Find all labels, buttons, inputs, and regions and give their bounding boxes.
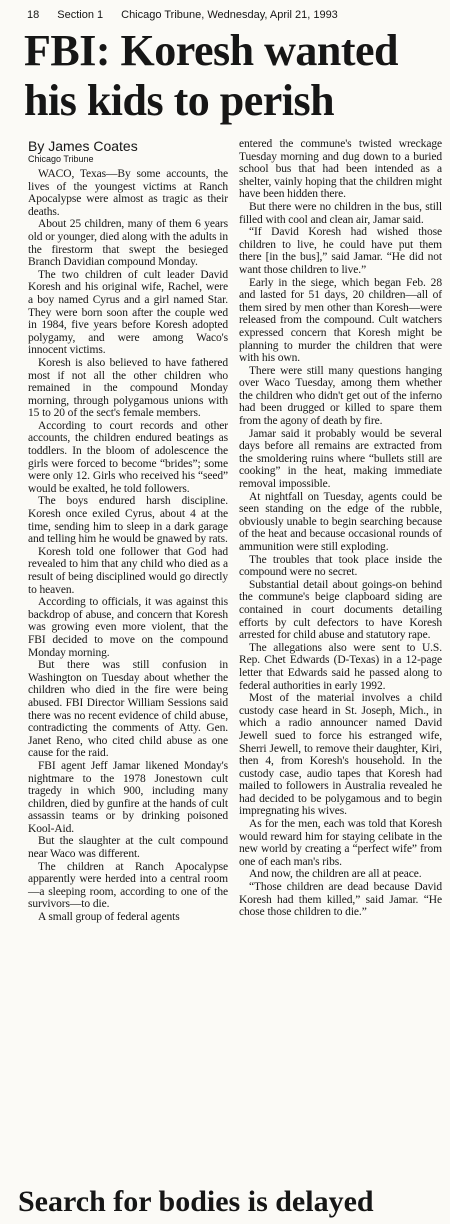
article-paragraph: FBI agent Jeff Jamar likened Monday's nightmare to the 1978 Jonestown cult tragedy in which 900, including many children, died by gunfire at the hands of cult assassin teams or by drinking poisoned Kool-Aid. xyxy=(28,759,228,835)
article-paragraph: A small group of federal agents xyxy=(38,911,180,924)
article-paragraph: Early in the siege, which began Feb. 28 and lasted for 51 days, 20 children—all of them sired by men other than Koresh—were released from the compound. Cult watchers expressed concern that Koresh might be planning to murder the children that were with his own. xyxy=(239,276,442,365)
article-paragraph: Jamar said it probably would be several days before all remains are extracted from the smoldering ruins where “bullets still are cooking” in the heat, making immediate removal impossible. xyxy=(239,427,442,491)
headline-line-1: FBI: Koresh wanted xyxy=(24,26,398,75)
next-story-headline: Search for bodies is delayed xyxy=(18,1185,374,1218)
byline-author: By James Coates xyxy=(28,138,138,154)
article-paragraph: “Those children are dead because David Koresh had them killed,” said Jamar. “He chose those children to die.” xyxy=(239,881,442,919)
article-paragraph: entered the commune's twisted wreckage Tuesday morning and dug down to a buried school bus that had been intended as a shelter, vainly hoping that the children might have been hidden there. xyxy=(239,138,442,201)
headline xyxy=(24,26,450,126)
article-paragraph: But the slaughter at the cult compound near Waco was different. xyxy=(28,835,228,861)
article-paragraph: The troubles that took place inside the compound were no secret. xyxy=(239,553,442,579)
article-paragraph: The boys endured harsh discipline. Koresh once exiled Cyrus, about 4 at the time, sending him to sleep in a dark garage and telling him he would be gnawed by rats. xyxy=(28,495,228,546)
article-paragraph: Koresh told one follower that God had revealed to him that any child who died as a result of being disciplined would go directly to heaven. xyxy=(28,545,228,596)
article-column-2 xyxy=(239,138,442,919)
article-paragraph: Substantial detail about goings-on behind the commune's beige clapboard siding are contained in court documents detailing efforts by cult defectors to have Koresh arrested for child abuse and statutory rape. xyxy=(239,578,442,642)
article-paragraph: But there were no children in the bus, still filled with cool and clean air, Jamar said. xyxy=(239,200,442,226)
article-paragraph: Most of the material involves a child custody case heard in St. Joseph, Mich., in which a radio announcer named David Jewell sued to force his estranged wife, Sherri Jewell, to remove their daughter, Kiri, then 4, from Koresh's household. In the custody case, audio tapes that Koresh had mailed to followers in Australia revealed he had decided to be polygamous and to begin impregnating his wives. xyxy=(239,692,442,818)
page-folio xyxy=(27,9,442,22)
article-paragraph: The allegations also were sent to U.S. Rep. Chet Edwards (D-Texas) in a 12-page letter that Edwards said he passed along to federal authorities in early 1992. xyxy=(239,641,442,692)
paper-dateline: Chicago Tribune, Wednesday, April 21, 1993 xyxy=(121,9,338,21)
headline-line-2: his kids to perish xyxy=(24,76,335,125)
article-column-1 xyxy=(28,138,228,924)
article-paragraph: According to officials, it was against this backdrop of abuse, and concern that Koresh was growing even more violent, that the FBI decided to move on the compound Monday morning. xyxy=(28,596,228,659)
article-paragraph: But there was still confusion in Washington on Tuesday about whether the children who died in the fire were being abused. FBI Director William Sessions said there was no recent evidence of child abuse, contradicting the comments of Atty. Gen. Janet Reno, who cited child abuse as one cause for the raid. xyxy=(28,659,228,760)
article-paragraph: The children at Ranch Apocalypse apparently were herded into a central room—a sleeping room, according to one of the survivors—to die. xyxy=(28,860,228,911)
article-paragraph: The two children of cult leader David Koresh and his original wife, Rachel, were a boy named Cyrus and a girl named Star. They were born soon after the couple wed in 1984, five years before Koresh adopted polygamy, and were among Waco's innocent victims. xyxy=(28,268,228,357)
article-paragraph: “If David Koresh had wished those children to live, he could have put them there [in the bus],” said Jamar. “He did not want those children to live.” xyxy=(239,226,442,276)
article-paragraph: There were still many questions hanging over Waco Tuesday, among them whether the children who didn't get out of the inferno had been drugged or killed to spare them from the agony of death by fire. xyxy=(239,364,442,428)
section-label: Section 1 xyxy=(57,9,104,21)
page-number: 18 xyxy=(27,9,40,21)
article-paragraph: WACO, Texas—By some accounts, the lives of the youngest victims at Ranch Apocalypse were almost as tragic as their deaths. xyxy=(28,168,228,218)
byline-source: Chicago Tribune xyxy=(28,154,94,164)
article-paragraph: Koresh is also believed to have fathered most if not all the other children who remained in the compound Monday morning, through polygamous unions with 15 to 20 of the sect's female members. xyxy=(28,356,228,420)
article-paragraph: According to court records and other accounts, the children endured beatings as toddlers. In the bloom of adolescence the girls were forced to become “brides”; some were only 12. Girls who received his “seed” would be exalted, he told followers. xyxy=(28,419,228,495)
article-paragraph: About 25 children, many of them 6 years old or younger, died along with the adults in the firestorm that swept the besieged Branch Davidian compound Monday. xyxy=(28,218,228,269)
article-paragraph: And now, the children are all at peace. xyxy=(249,868,422,881)
article-paragraph: At nightfall on Tuesday, agents could be seen standing on the edge of the rubble, obviously unable to begin searching because of the heat and because occasional rounds of ammunition were still exploding. xyxy=(239,490,442,553)
article-paragraph: As for the men, each was told that Koresh would reward him for staying celibate in the new world by creating a “perfect wife” from one of each man's ribs. xyxy=(239,818,442,868)
